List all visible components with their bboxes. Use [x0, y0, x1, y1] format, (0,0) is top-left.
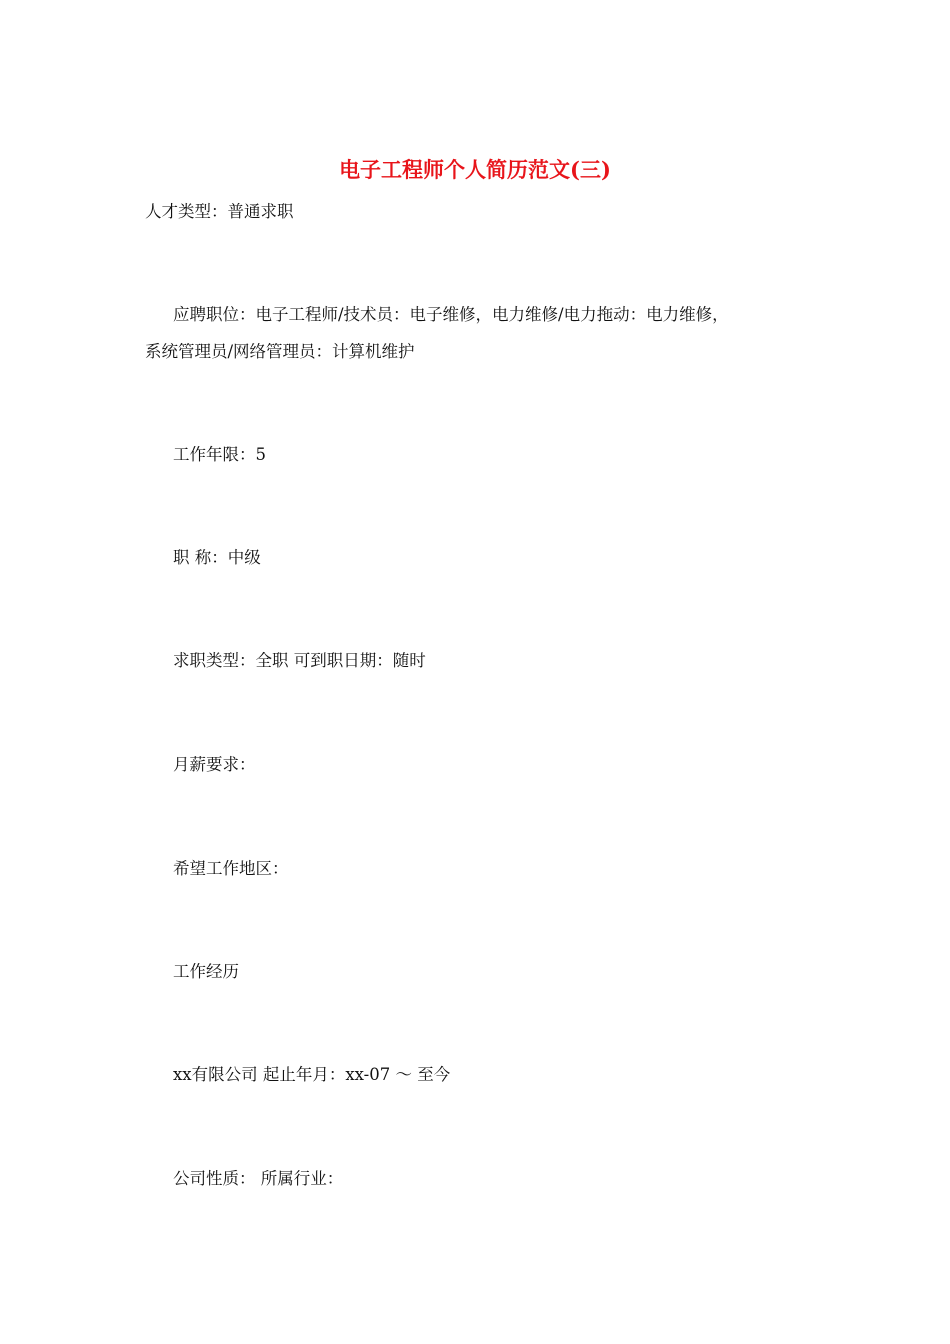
talent-type-line: 人才类型：普通求职 — [145, 202, 294, 221]
work-experience-heading: 工作经历 — [173, 962, 239, 981]
position-line-1: 应聘职位：电子工程师/技术员：电子维修，电力维修/电力拖动：电力维修， — [173, 305, 729, 324]
document-title: 电子工程师个人简历范文(三) — [339, 157, 611, 182]
salary-line: 月薪要求： — [173, 755, 256, 774]
desired-area-line: 希望工作地区： — [173, 859, 289, 878]
work-years-line: 工作年限：5 — [173, 445, 266, 464]
company-info-line: 公司性质： 所属行业： — [173, 1169, 344, 1188]
company-period-line: xx有限公司 起止年月：xx-07 ～ 至今 — [173, 1065, 451, 1084]
job-title-line: 职 称：中级 — [173, 548, 261, 567]
position-line-2: 系统管理员/网络管理员：计算机维护 — [145, 342, 415, 361]
job-type-line: 求职类型：全职 可到职日期：随时 — [173, 651, 426, 670]
